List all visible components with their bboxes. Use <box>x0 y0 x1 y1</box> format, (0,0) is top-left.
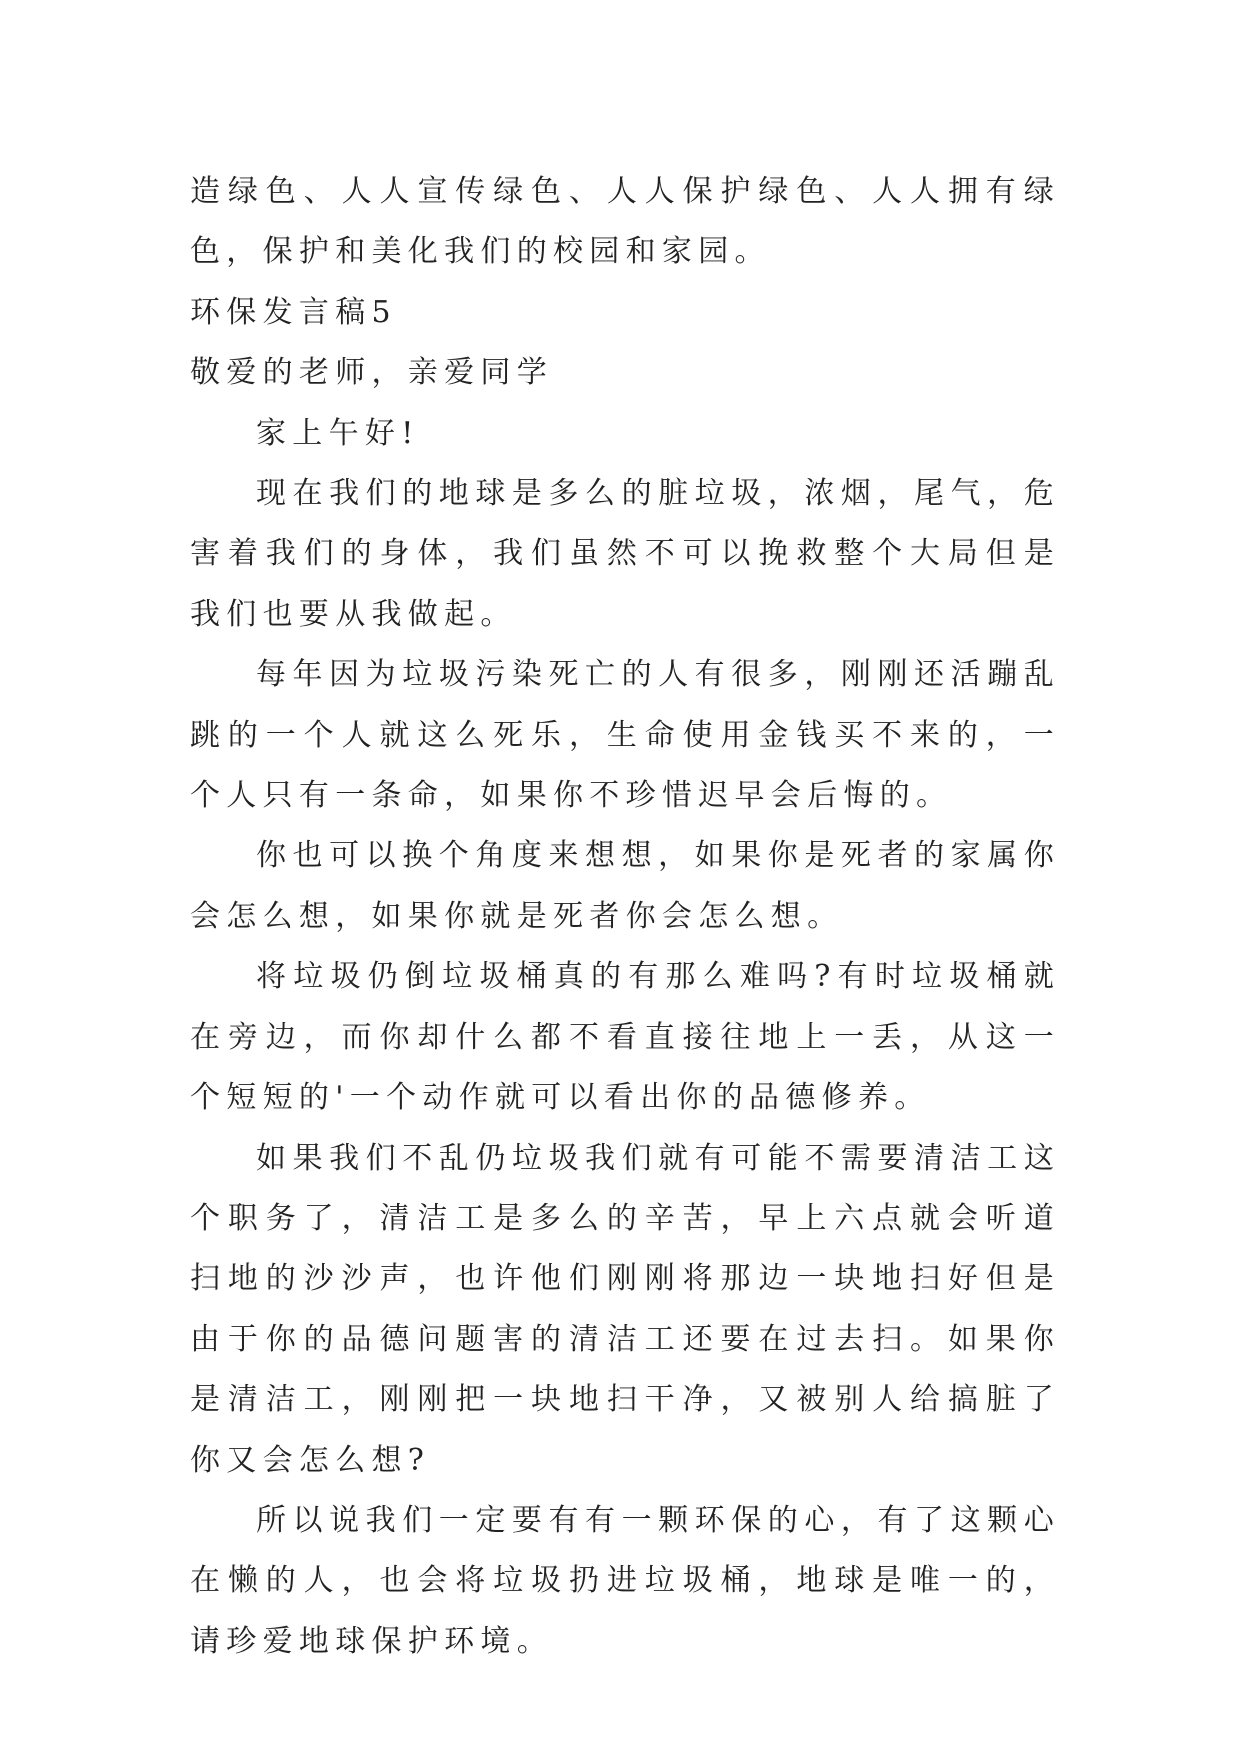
greeting: 家上午好! <box>256 415 420 451</box>
body-paragraph-2: 每年因为垃圾污染死亡的人有很多，刚刚还活蹦乱跳的一个人就这么死乐，生命使用金钱买不来的，一个人只有一条命，如果你不珍惜迟早会后悔的。 <box>190 657 1060 814</box>
section-title: 环保发言稿5 <box>190 294 397 330</box>
document-body <box>190 162 1060 1672</box>
salutation: 敬爱的老师，亲爱同学 <box>190 355 553 391</box>
body-paragraph-5: 如果我们不乱仍垃圾我们就有可能不需要清洁工这个职务了，清洁工是多么的辛苦，早上六点就会听道扫地的沙沙声，也许他们刚刚将那边一块地扫好但是由于你的品德问题害的清洁工还要在过去扫。如果你是清洁工，刚刚把一块地扫干净，又被别人给搞脏了你又会怎么想? <box>190 1140 1060 1478</box>
body-paragraph-4: 将垃圾仍倒垃圾桶真的有那么难吗?有时垃圾桶就在旁边，而你却什么都不看直接往地上一丢，从这一个短短的'一个动作就可以看出你的品德修养。 <box>190 959 1060 1116</box>
continuation-paragraph: 造绿色、人人宣传绿色、人人保护绿色、人人拥有绿色，保护和美化我们的校园和家园。 <box>190 174 1060 270</box>
body-paragraph-6: 所以说我们一定要有有一颗环保的心，有了这颗心在懒的人，也会将垃圾扔进垃圾桶，地球是唯一的，请珍爱地球保护环境。 <box>190 1502 1060 1659</box>
body-paragraph-3: 你也可以换个角度来想想，如果你是死者的家属你会怎么想，如果你就是死者你会怎么想。 <box>190 838 1060 934</box>
body-paragraph-1: 现在我们的地球是多么的脏垃圾，浓烟，尾气，危害着我们的身体，我们虽然不可以挽救整个大局但是我们也要从我做起。 <box>190 476 1060 632</box>
